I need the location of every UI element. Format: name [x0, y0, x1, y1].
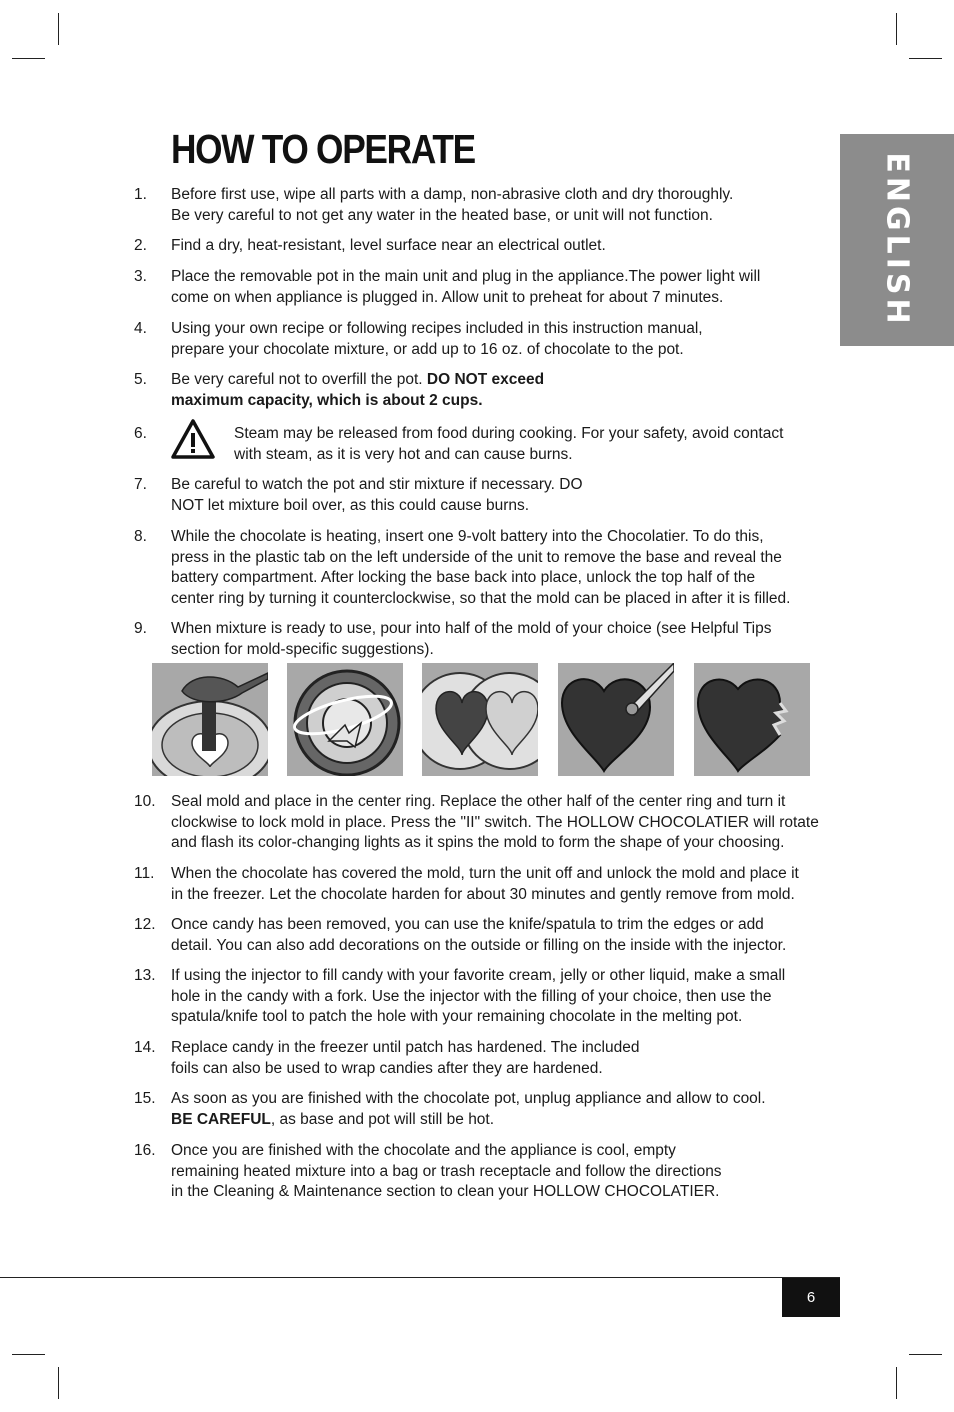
step-number: 8.: [134, 528, 147, 545]
step-line: battery compartment. After locking the base back into place, unlock the top half of the: [171, 569, 756, 586]
footer-rule: [0, 1277, 840, 1278]
step-line: remaining heated mixture into a bag or trash receptacle and follow the directions: [171, 1162, 722, 1180]
step-number: 1.: [134, 186, 147, 203]
step-line: in the freezer. Let the chocolate harden for about 30 minutes and gently remove from mold.: [171, 885, 795, 903]
step-text: [171, 1141, 831, 1203]
step-number: 12.: [134, 916, 156, 933]
step-line: Be careful to watch the pot and stir mixture if necessary. DO: [171, 476, 583, 493]
step-line: Place the removable pot in the main unit and plug in the appliance.The power light will: [171, 268, 761, 285]
step-line: If using the injector to fill candy with your favorite cream, jelly or other liquid, make a small: [171, 967, 786, 984]
step-line: hole in the candy with a fork. Use the injector with the filling of your choice, then use the: [171, 987, 772, 1005]
step-line: press in the plastic tab on the left underside of the unit to remove the base and reveal the: [171, 548, 782, 566]
step-number: 3.: [134, 268, 147, 285]
step-line: spatula/knife tool to patch the hole with your remaining chocolate in the melting pot.: [171, 1008, 743, 1025]
step-text: [171, 527, 831, 609]
step-number: 14.: [134, 1039, 156, 1056]
crop-mark: [896, 13, 897, 45]
step-number: 7.: [134, 476, 147, 493]
step-text: [171, 319, 831, 360]
step-number: 5.: [134, 371, 147, 388]
step-line: Once you are finished with the chocolate and the appliance is cool, empty: [171, 1142, 676, 1159]
step-number: 16.: [134, 1142, 156, 1159]
step-text: [171, 1089, 831, 1130]
step-number: 13.: [134, 967, 156, 984]
crop-mark: [12, 1354, 45, 1355]
language-tab-label: ENGLISH: [879, 152, 915, 328]
step-line: , as base and pot will still be hot.: [270, 1110, 495, 1128]
open-heart-mold-illustration: [422, 663, 538, 776]
page-number: 6: [782, 1278, 840, 1317]
step-number: 4.: [134, 320, 147, 337]
step-line: When the chocolate has covered the mold, turn the unit off and unlock the mold and place it: [171, 865, 799, 882]
step-text: [171, 185, 831, 226]
pouring-chocolate-illustration: [152, 663, 268, 776]
step-warning-bold: maximum capacity, which is about 2 cups.: [171, 391, 483, 409]
step-line: clockwise to lock mold in place. Press the "II" switch. The HOLLOW CHOCOLATIER will rotate: [171, 813, 819, 831]
step-line: prepare your chocolate mixture, or add up to 16 oz. of chocolate to the pot.: [171, 340, 684, 358]
step-line: in the Cleaning & Maintenance section to clean your HOLLOW CHOCOLATIER.: [171, 1183, 720, 1200]
step-text: [171, 966, 831, 1028]
crop-mark: [58, 1367, 59, 1399]
step-line: with steam, as it is very hot and can cause burns.: [234, 445, 573, 463]
step-text: [171, 864, 831, 905]
step-line: Seal mold and place in the center ring. Replace the other half of the center ring and turn it: [171, 793, 786, 810]
step-line: detail. You can also add decorations on the outside or filling on the inside with the injector.: [171, 936, 787, 954]
crop-mark: [58, 13, 59, 45]
locking-mold-illustration: [287, 663, 403, 776]
step-line: NOT let mixture boil over, as this could cause burns.: [171, 496, 530, 514]
step-line: Find a dry, heat-resistant, level surface near an electrical outlet.: [171, 237, 606, 254]
chocolate-heart-illustration: [558, 663, 674, 776]
step-warning-bold: DO NOT exceed: [426, 371, 545, 388]
bitten-heart-illustration: [694, 663, 810, 776]
process-illustrations: [152, 663, 810, 776]
step-line: When mixture is ready to use, pour into half of the mold of your choice (see Helpful Tips: [171, 620, 772, 637]
step-text: [171, 370, 831, 411]
step-line: Once candy has been removed, you can use the knife/spatula to trim the edges or add: [171, 916, 764, 933]
language-tab: [840, 134, 954, 346]
crop-mark: [896, 1367, 897, 1399]
step-line: Before first use, wipe all parts with a damp, non-abrasive cloth and dry thoroughly.: [171, 186, 734, 203]
step-text: [171, 619, 831, 660]
step-line: As soon as you are finished with the chocolate pot, unplug appliance and allow to cool.: [171, 1090, 766, 1107]
step-text: [234, 424, 814, 465]
step-text: [171, 915, 831, 956]
step-line: While the chocolate is heating, insert one 9-volt battery into the Chocolatier. To do this,: [171, 528, 764, 545]
step-number: 9.: [134, 620, 147, 637]
crop-mark: [12, 58, 45, 59]
crop-mark: [909, 58, 942, 59]
warning-triangle-icon: [171, 418, 215, 460]
step-text: [171, 792, 831, 854]
step-line: Using your own recipe or following recipes included in this instruction manual,: [171, 320, 703, 337]
step-number: 2.: [134, 237, 147, 254]
step-line: Be very careful not to overfill the pot.: [171, 371, 427, 388]
step-line: section for mold-specific suggestions).: [171, 640, 434, 658]
step-line: come on when appliance is plugged in. Allow unit to preheat for about 7 minutes.: [171, 288, 724, 306]
crop-mark: [909, 1354, 942, 1355]
step-line: Replace candy in the freezer until patch has hardened. The included: [171, 1039, 640, 1056]
step-number: 15.: [134, 1090, 156, 1107]
step-text: [171, 1038, 831, 1079]
step-text: [171, 236, 831, 257]
step-text: [171, 267, 831, 308]
step-number: 11.: [134, 865, 155, 882]
step-number: 6.: [134, 425, 147, 442]
step-warning-bold: BE CAREFUL: [171, 1110, 271, 1128]
step-line: and flash its color-changing lights as it spins the mold to form the shape of your choosing.: [171, 834, 785, 851]
step-line: center ring by turning it counterclockwise, so that the mold can be placed in after it is filled.: [171, 589, 791, 607]
step-line: Steam may be released from food during cooking. For your safety, avoid contact: [234, 425, 784, 442]
page-title: HOW TO OPERATE: [171, 126, 475, 172]
step-line: foils can also be used to wrap candies after they are hardened.: [171, 1059, 603, 1077]
step-text: [171, 475, 831, 516]
step-line: Be very careful to not get any water in the heated base, or unit will not function.: [171, 206, 713, 224]
step-number: 10.: [134, 793, 156, 810]
